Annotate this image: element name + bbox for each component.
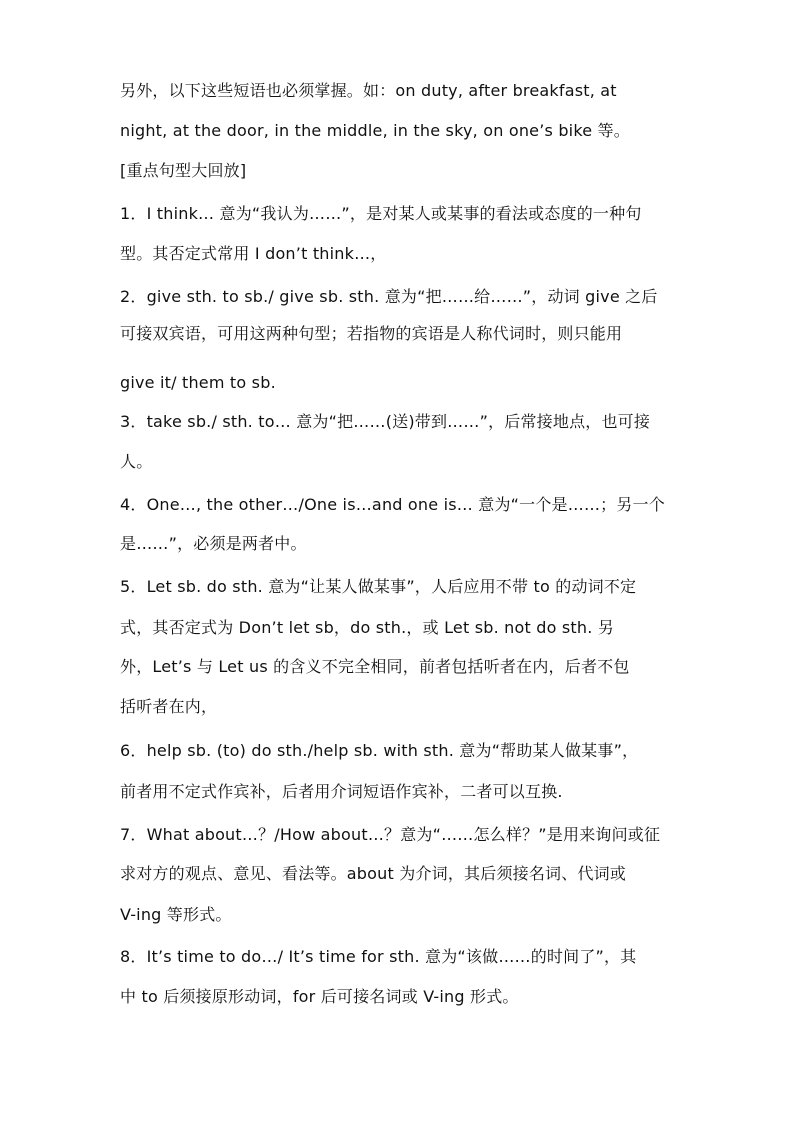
text-line: 外，Let’s 与 Let us 的含义不完全相同，前者包括听者在内，后者不包 — [120, 657, 630, 676]
text-line: 前者用不定式作宾补，后者用介词短语作宾补，二者可以互换. — [120, 782, 563, 801]
text-line: give it/ them to sb. — [120, 373, 276, 392]
text-line: 7．What about…？/How about…？意为“……怎么样？”是用来询问或征 — [120, 825, 661, 844]
text-line: 8．It’s time to do…/ It’s time for sth. 意为“该做……的时间了”，其 — [120, 947, 637, 966]
text-line: 另外，以下这些短语也必须掌握。如：on duty, after breakfast, at — [120, 81, 617, 100]
section-heading: [重点句型大回放] — [120, 161, 247, 180]
text-line: 4．One…, the other…/One is…and one is… 意为“一个是……；另一个 — [120, 495, 665, 514]
text-line: 型。其否定式常用 I don’t think…， — [120, 244, 387, 263]
text-line: night, at the door, in the middle, in the sky, on one’s bike 等。 — [120, 121, 630, 140]
text-line: 式，其否定式为 Don’t let sb，do sth.，或 Let sb. not do sth. 另 — [120, 618, 615, 637]
text-line: 可接双宾语，可用这两种句型；若指物的宾语是人称代词时，则只能用 — [120, 324, 623, 343]
text-line: 中 to 后须接原形动词，for 后可接名词或 V-ing 形式。 — [120, 987, 519, 1006]
text-line: 5．Let sb. do sth. 意为“让某人做某事”，人后应用不带 to 的动词不定 — [120, 577, 637, 596]
text-line: 是……”，必须是两者中。 — [120, 534, 307, 553]
text-line: 6．help sb. (to) do sth./help sb. with sth. 意为“帮助某人做某事”， — [120, 741, 639, 760]
text-line: 求对方的观点、意见、看法等。about 为介词，其后须接名词、代词或 — [120, 864, 627, 883]
text-line: V-ing 等形式。 — [120, 905, 232, 924]
text-line: 人。 — [120, 452, 153, 471]
text-line: 1．I think… 意为“我认为……”，是对某人或某事的看法或态度的一种句 — [120, 204, 642, 223]
text-line: 3．take sb./ sth. to… 意为“把……(送)带到……”，后常接地点，也可接 — [120, 412, 651, 431]
text-line: 2．give sth. to sb./ give sb. sth. 意为“把……给……”，动词 give 之后 — [120, 287, 658, 306]
text-line: 括听者在内， — [120, 697, 218, 716]
